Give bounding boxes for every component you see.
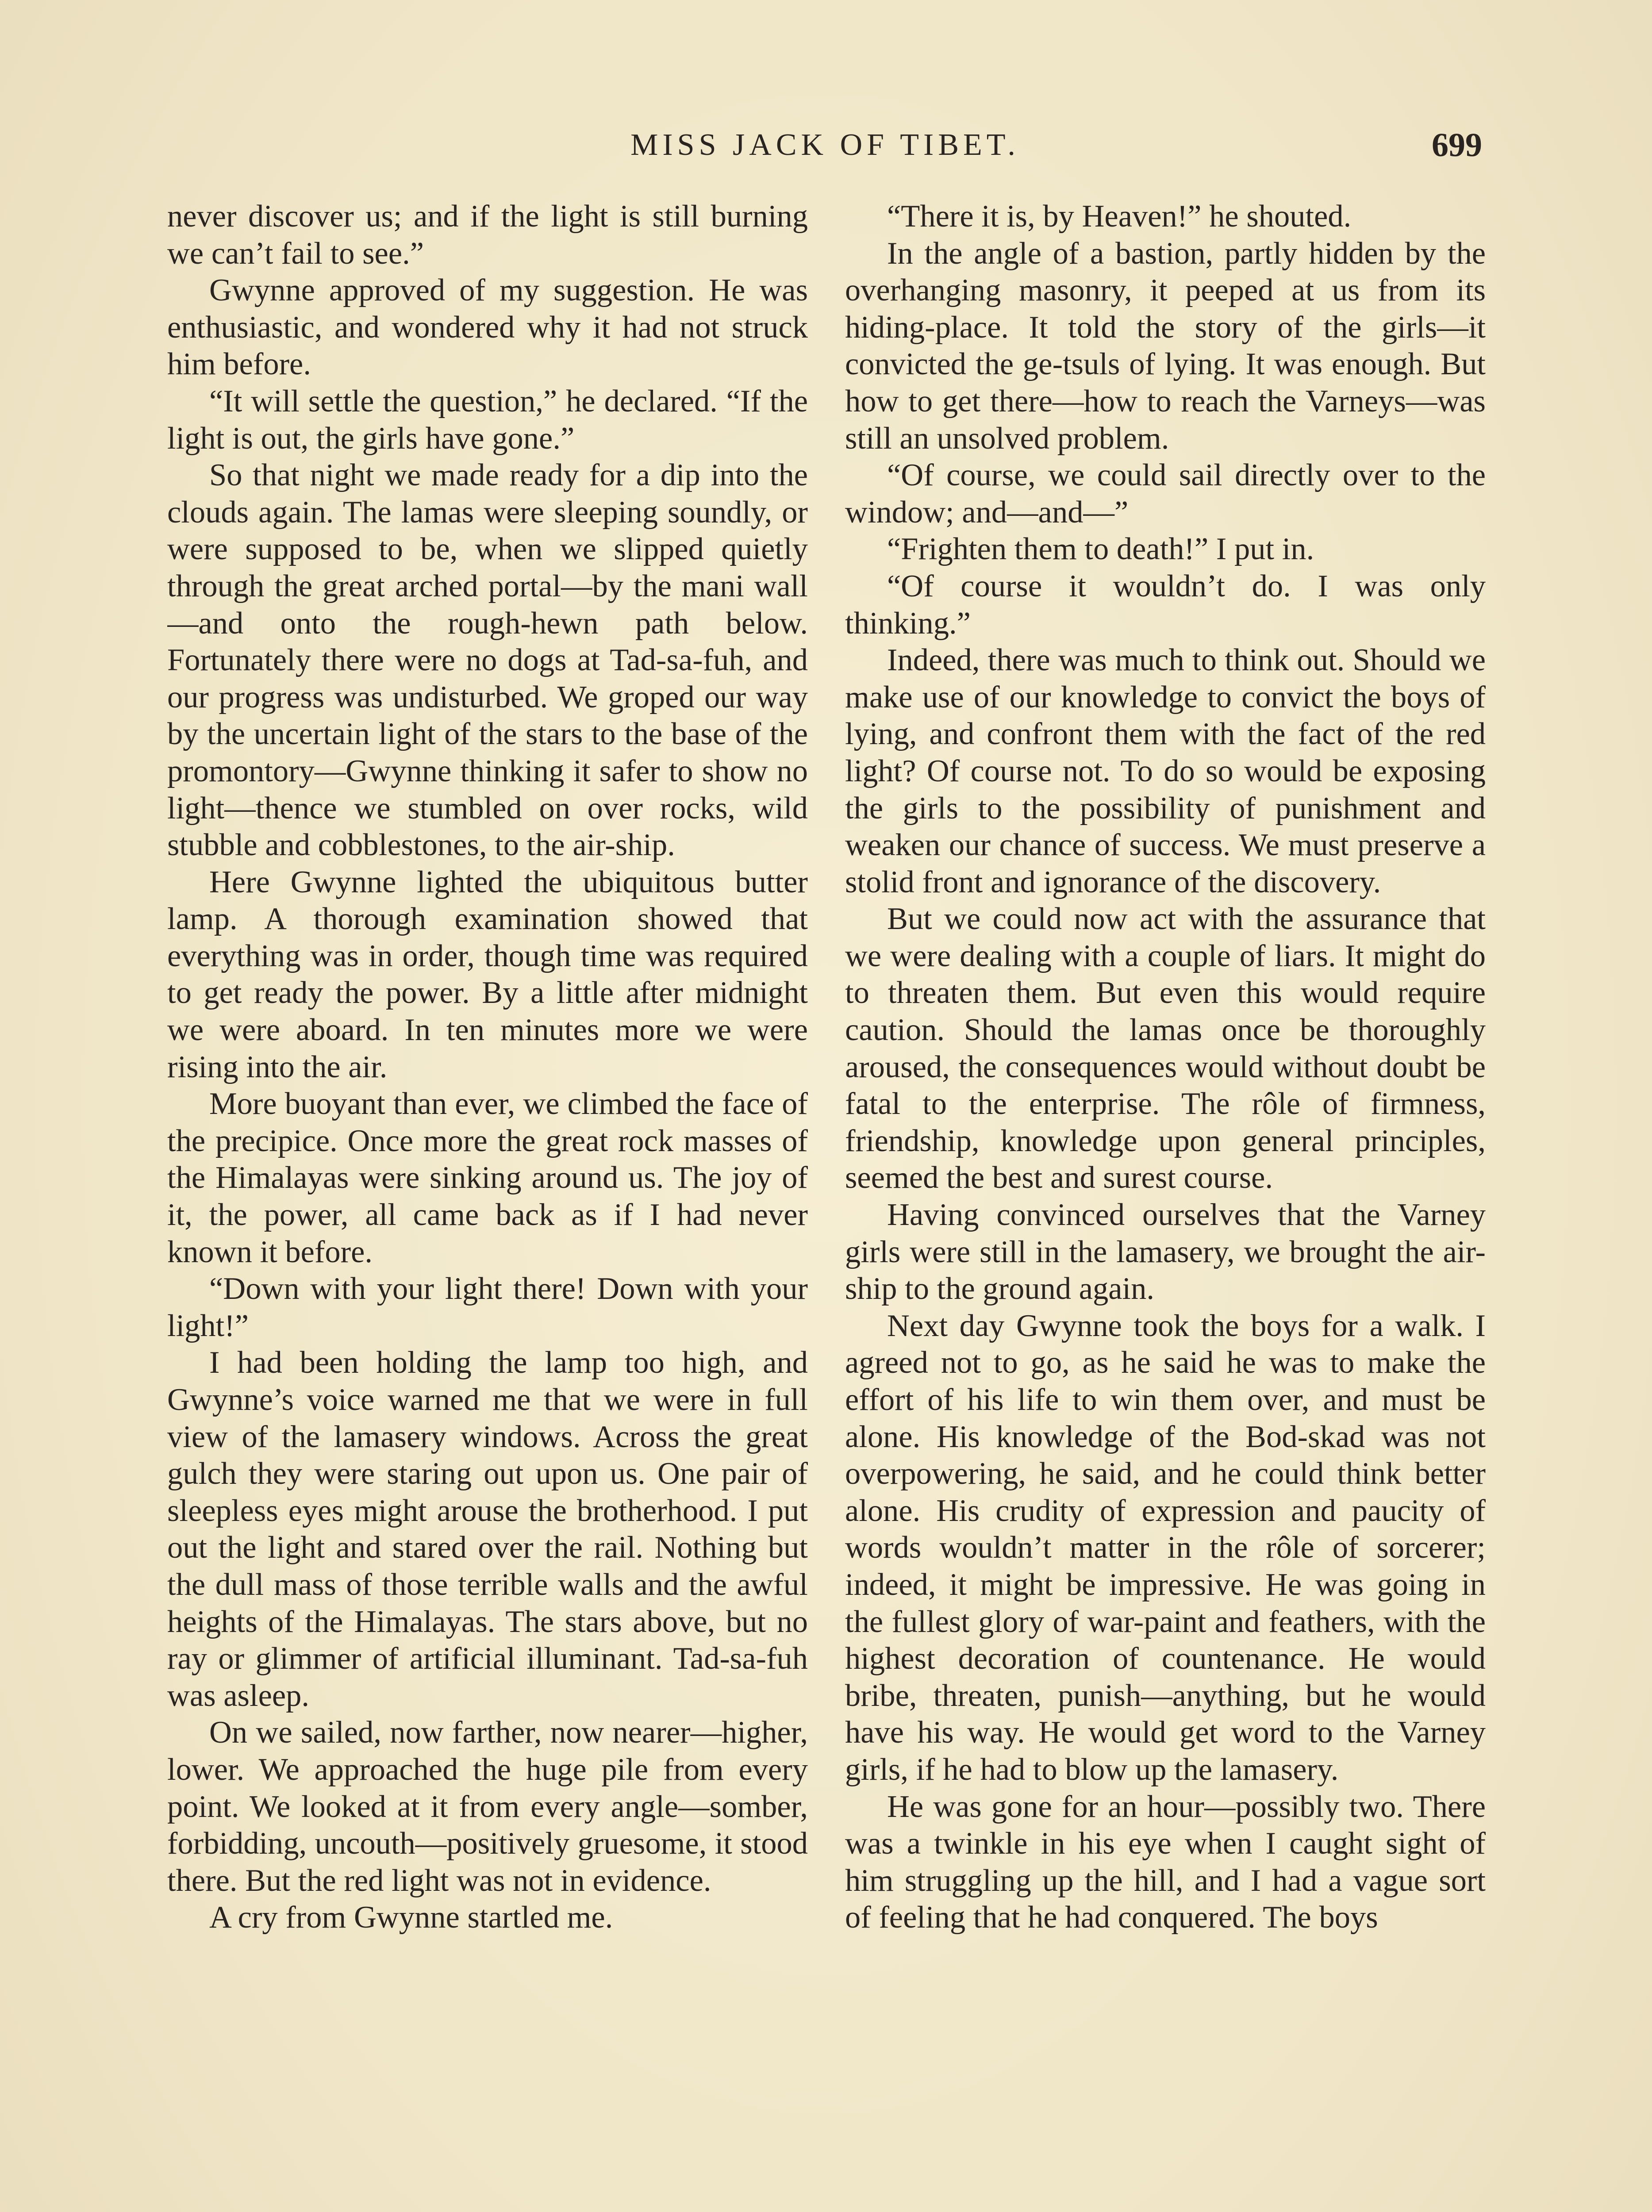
paragraph: never discover us; and if the light is still burning we can’t fail to see.” bbox=[167, 199, 808, 271]
paragraph: “Frighten them to death!” I put in. bbox=[887, 532, 1314, 567]
paragraph: More buoyant than ever, we climbed the face of the precipice. Once more the great rock masses of the Himalayas were sinking around us. The joy of it, the power, all came back as if I had never known it before. bbox=[167, 1087, 808, 1269]
paragraph: Indeed, there was much to think out. Should we make use of our knowledge to convict the boys of lying, and confront them with the fact of the red light? Of course not. To do so would be exposing the girls to the possibility of punishment and weaken our chance of success. We must preserve a stolid front and ignorance of the discovery. bbox=[845, 643, 1486, 899]
paragraph: I had been holding the lamp too high, and Gwynne’s voice warned me that we were in full view of the lamasery windows. Across the great gulch they were staring out upon us. One pair of sleepless eyes might arouse the brotherhood. I put out the light and stared over the rail. Nothing but the dull mass of those terrible walls and the awful heights of the Himalayas. The stars above, but no ray or glimmer of artificial illuminant. Tad-sa-fuh was asleep. bbox=[167, 1345, 808, 1713]
paragraph: A cry from Gwynne startled me. bbox=[209, 1900, 613, 1935]
paragraph: “Down with your light there! Down with your light!” bbox=[167, 1271, 808, 1343]
paragraph: Having convinced ourselves that the Varney girls were still in the lamasery, we brought the air-ship to the ground again. bbox=[845, 1198, 1486, 1306]
paragraph: So that night we made ready for a dip into the clouds again. The lamas were sleeping soundly, or were supposed to be, when we slipped quietly through the great arched portal—by the mani wall—and onto the rough-hewn path below. Fortunately there were no dogs at Tad-sa-fuh, and our progress was undisturbed. We groped our way by the uncertain light of the stars to the base of the promontory—Gwynne thinking it safer to show no light—thence we stumbled on over rocks, wild stubble and cobblestones, to the air-ship. bbox=[167, 458, 808, 863]
paragraph: In the angle of a bastion, partly hidden by the overhanging masonry, it peeped at us from its hiding-place. It told the story of the girls—it convicted the ge-tsuls of lying. It was enough. But how to get there—how to reach the Varneys—was still an unsolved problem. bbox=[845, 236, 1486, 456]
paragraph: Next day Gwynne took the boys for a walk. I agreed not to go, as he said he was to make the effort of his life to win them over, and must be alone. His knowledge of the Bod-skad was not overpowering, he said, and he could think better alone. His crudity of expression and paucity of words wouldn’t matter in the rôle of sorcerer; indeed, it might be impressive. He was going in the fullest glory of war-paint and feathers, with the highest decoration of countenance. He would bribe, threaten, punish—anything, but he would have his way. He would get word to the Varney girls, if he had to blow up the lamasery. bbox=[845, 1308, 1486, 1787]
right-text-column bbox=[845, 198, 1486, 2212]
paragraph: On we sailed, now farther, now nearer—higher, lower. We approached the huge pile from every point. We looked at it from every angle—somber, forbidding, uncouth—positively gruesome, it stood there. But the red light was not in evidence. bbox=[167, 1715, 808, 1898]
paragraph: “Of course, we could sail directly over to the window; and—and—” bbox=[845, 458, 1486, 530]
paragraph: “There it is, by Heaven!” he shouted. bbox=[887, 199, 1352, 234]
paragraph: Here Gwynne lighted the ubiquitous butter lamp. A thorough examination showed that everything was in order, though time was required to get ready the power. By a little after midnight we were aboard. In ten minutes more we were rising into the air. bbox=[167, 864, 808, 1084]
paragraph: He was gone for an hour—possibly two. There was a twinkle in his eye when I caught sight of him struggling up the hill, and I had a vague sort of feeling that he had conquered. The boys bbox=[845, 1789, 1486, 1935]
left-text-column bbox=[167, 198, 808, 2212]
running-head-title: MISS JACK OF TIBET. bbox=[630, 128, 1020, 162]
page-header bbox=[168, 119, 1482, 172]
paragraph: “It will settle the question,” he declared. “If the light is out, the girls have gone.” bbox=[167, 384, 808, 456]
paragraph: Gwynne approved of my suggestion. He was enthusiastic, and wondered why it had not struck him before. bbox=[167, 273, 808, 382]
paragraph: “Of course it wouldn’t do. I was only thinking.” bbox=[845, 568, 1486, 641]
page-number: 699 bbox=[1432, 127, 1482, 164]
paragraph: But we could now act with the assurance that we were dealing with a couple of liars. It might do to threaten them. But even this would require caution. Should the lamas once be thoroughly aroused, the consequences would without doubt be fatal to the enterprise. The rôle of firmness, friendship, knowledge upon general principles, seemed the best and surest course. bbox=[845, 902, 1486, 1195]
